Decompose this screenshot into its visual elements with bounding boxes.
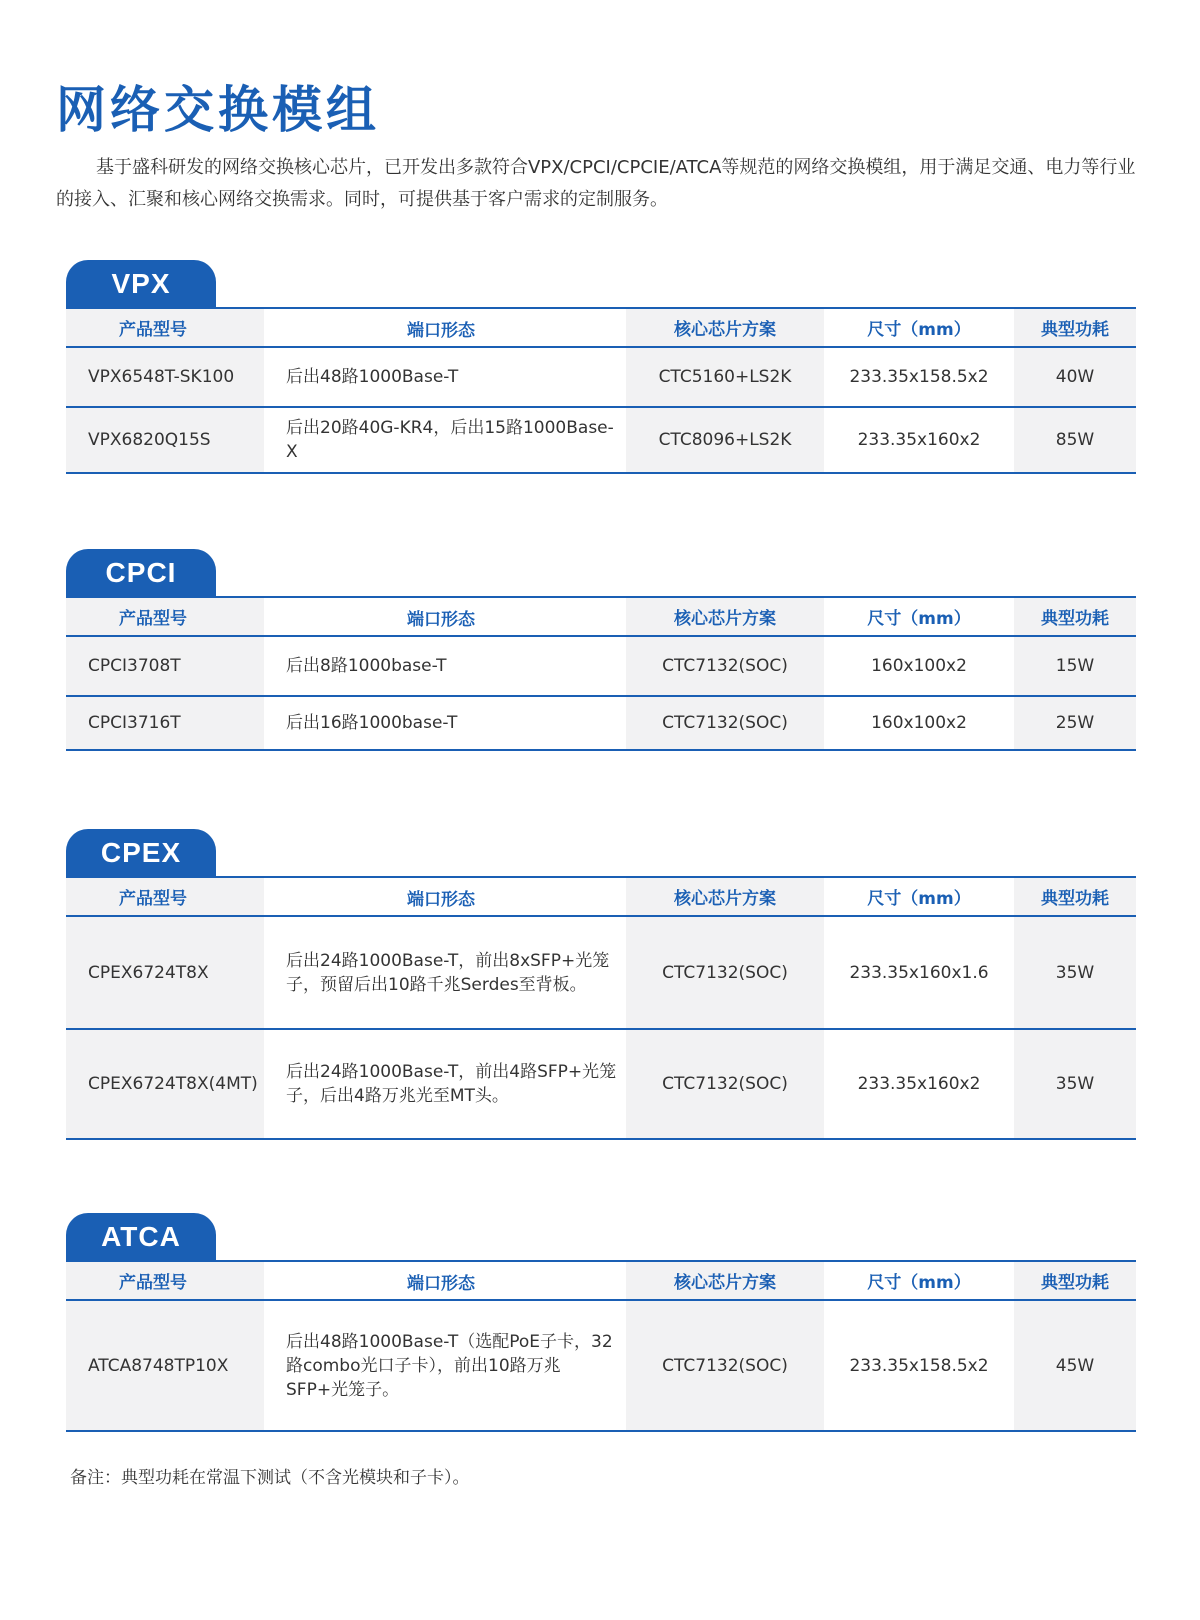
cell-size: 160x100x2 [871, 713, 967, 733]
cell-size: 233.35x158.5x2 [849, 367, 989, 387]
table-row [66, 917, 1136, 1030]
header-power: 典型功耗 [1014, 1262, 1136, 1299]
cell-size: 233.35x160x2 [857, 430, 981, 450]
page-title: 网络交换模组 [56, 81, 380, 139]
cell-model: CPCI3716T [66, 697, 264, 749]
cell-model: VPX6820Q15S [66, 408, 264, 472]
header-size: 尺寸（mm） [867, 609, 971, 629]
cell-chip: CTC7132(SOC) [626, 917, 824, 1028]
table-header-row [66, 878, 1136, 917]
cell-power: 35W [1014, 1030, 1136, 1138]
cell-model: VPX6548T-SK100 [66, 348, 264, 406]
header-size: 尺寸（mm） [867, 1273, 971, 1293]
cell-chip: CTC7132(SOC) [626, 1030, 824, 1138]
header-power: 典型功耗 [1014, 598, 1136, 635]
table-row [66, 1030, 1136, 1140]
section-tab-atca: ATCA [66, 1213, 216, 1261]
cell-power: 85W [1014, 408, 1136, 472]
table-row [66, 697, 1136, 751]
cell-power: 35W [1014, 917, 1136, 1028]
header-ports: 端口形态 [407, 320, 475, 341]
table-header-row [66, 1262, 1136, 1301]
cell-chip: CTC7132(SOC) [626, 637, 824, 695]
header-chip: 核心芯片方案 [626, 309, 824, 346]
cell-power: 15W [1014, 637, 1136, 695]
cell-ports: 后出20路40G-KR4，后出15路1000Base-X [286, 418, 614, 462]
cell-ports: 后出48路1000Base-T（选配PoE子卡，32路combo光口子卡），前出10路万兆SFP+光笼子。 [286, 1331, 613, 1400]
header-chip: 核心芯片方案 [626, 598, 824, 635]
header-power: 典型功耗 [1014, 309, 1136, 346]
cell-size: 233.35x158.5x2 [849, 1355, 989, 1376]
cpci-table [66, 596, 1136, 751]
atca-table [66, 1260, 1136, 1432]
section-tab-cpci: CPCI [66, 549, 216, 597]
vpx-table [66, 307, 1136, 474]
cell-model: CPEX6724T8X [66, 917, 264, 1028]
footnote: 备注：典型功耗在常温下测试（不含光模块和子卡）。 [70, 1468, 470, 1488]
header-chip: 核心芯片方案 [626, 1262, 824, 1299]
header-ports: 端口形态 [407, 609, 475, 630]
cpex-table [66, 876, 1136, 1140]
cell-ports: 后出8路1000base-T [286, 656, 447, 676]
header-model: 产品型号 [66, 878, 264, 915]
cell-size: 233.35x160x1.6 [849, 962, 989, 983]
section-tab-vpx: VPX [66, 260, 216, 308]
table-row [66, 637, 1136, 697]
table-row [66, 408, 1136, 474]
cell-size: 160x100x2 [871, 656, 967, 676]
header-model: 产品型号 [66, 598, 264, 635]
cell-model: CPEX6724T8X(4MT) [66, 1030, 264, 1138]
cell-size: 233.35x160x2 [857, 1074, 981, 1094]
cell-power: 45W [1014, 1301, 1136, 1430]
cell-power: 40W [1014, 348, 1136, 406]
cell-ports: 后出16路1000base-T [286, 713, 458, 733]
header-size: 尺寸（mm） [867, 889, 971, 909]
header-chip: 核心芯片方案 [626, 878, 824, 915]
cell-power: 25W [1014, 697, 1136, 749]
table-header-row [66, 598, 1136, 637]
cell-chip: CTC8096+LS2K [626, 408, 824, 472]
intro-paragraph: 基于盛科研发的网络交换核心芯片，已开发出多款符合VPX/CPCI/CPCIE/ATCA等规范的网络交换模组，用于满足交通、电力等行业的接入、汇聚和核心网络交换需求。同时，可提供基于客户需求的定制服务。 [56, 157, 1136, 210]
header-power: 典型功耗 [1014, 878, 1136, 915]
header-ports: 端口形态 [407, 1273, 475, 1294]
header-size: 尺寸（mm） [867, 320, 971, 340]
cell-model: ATCA8748TP10X [66, 1301, 264, 1430]
table-header-row [66, 309, 1136, 348]
header-ports: 端口形态 [407, 889, 475, 910]
cell-model: CPCI3708T [66, 637, 264, 695]
header-model: 产品型号 [66, 309, 264, 346]
cell-ports: 后出48路1000Base-T [286, 367, 459, 387]
cell-chip: CTC5160+LS2K [626, 348, 824, 406]
cell-ports: 后出24路1000Base-T，前出4路SFP+光笼子，后出4路万兆光至MT头。 [286, 1062, 617, 1106]
cell-chip: CTC7132(SOC) [626, 1301, 824, 1430]
table-row [66, 348, 1136, 408]
header-model: 产品型号 [66, 1262, 264, 1299]
cell-ports: 后出24路1000Base-T，前出8xSFP+光笼子，预留后出10路千兆Serdes至背板。 [286, 950, 610, 995]
table-row [66, 1301, 1136, 1432]
section-tab-cpex: CPEX [66, 829, 216, 877]
cell-chip: CTC7132(SOC) [626, 697, 824, 749]
